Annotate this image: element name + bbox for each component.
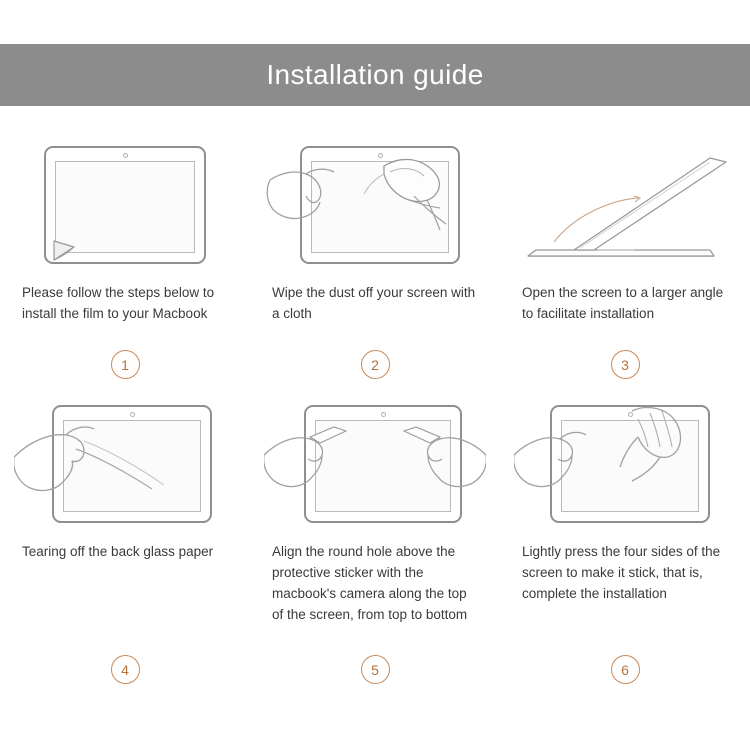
step-card-3 (500, 120, 750, 379)
step-4-number: 4 (111, 655, 140, 684)
two-hands-aligning-film-icon (264, 397, 486, 527)
step-1-illustration (14, 138, 236, 268)
step-4-illustration (14, 397, 236, 527)
steps-grid (0, 120, 750, 684)
step-5-illustration (264, 397, 486, 527)
laptop-open-wide-icon (514, 138, 736, 268)
step-6-caption: Lightly press the four sides of the screen to make it stick, that is, complete the installation (522, 544, 721, 601)
step-3-illustration (514, 138, 736, 268)
step-5-caption: Align the round hole above the protective sticker with the macbook's camera along the top of the screen, from top to bottom (272, 544, 468, 622)
step-3-number: 3 (611, 350, 640, 379)
step-3-caption: Open the screen to a larger angle to facilitate installation (522, 285, 724, 321)
hand-with-cloth-icon (264, 138, 486, 268)
step-4-caption: Tearing off the back glass paper (22, 544, 214, 559)
step-1-caption: Please follow the steps below to install the film to your Macbook (22, 285, 215, 321)
step-card-1 (0, 120, 250, 379)
step-2-caption: Wipe the dust off your screen with a cloth (272, 285, 476, 321)
header-bar (0, 44, 750, 106)
step-6-number: 6 (611, 655, 640, 684)
step-2-illustration (264, 138, 486, 268)
step-1-number: 1 (111, 350, 140, 379)
page-title: Installation guide (266, 59, 484, 90)
step-5-number: 5 (361, 655, 390, 684)
hand-tearing-paper-icon (14, 397, 236, 527)
step-card-6 (500, 379, 750, 684)
hand-pressing-screen-icon (514, 397, 736, 527)
peeling-film-corner-icon (14, 138, 236, 268)
step-6-illustration (514, 397, 736, 527)
step-card-2 (250, 120, 500, 379)
step-2-number: 2 (361, 350, 390, 379)
step-card-5 (250, 379, 500, 684)
step-card-4 (0, 379, 250, 684)
